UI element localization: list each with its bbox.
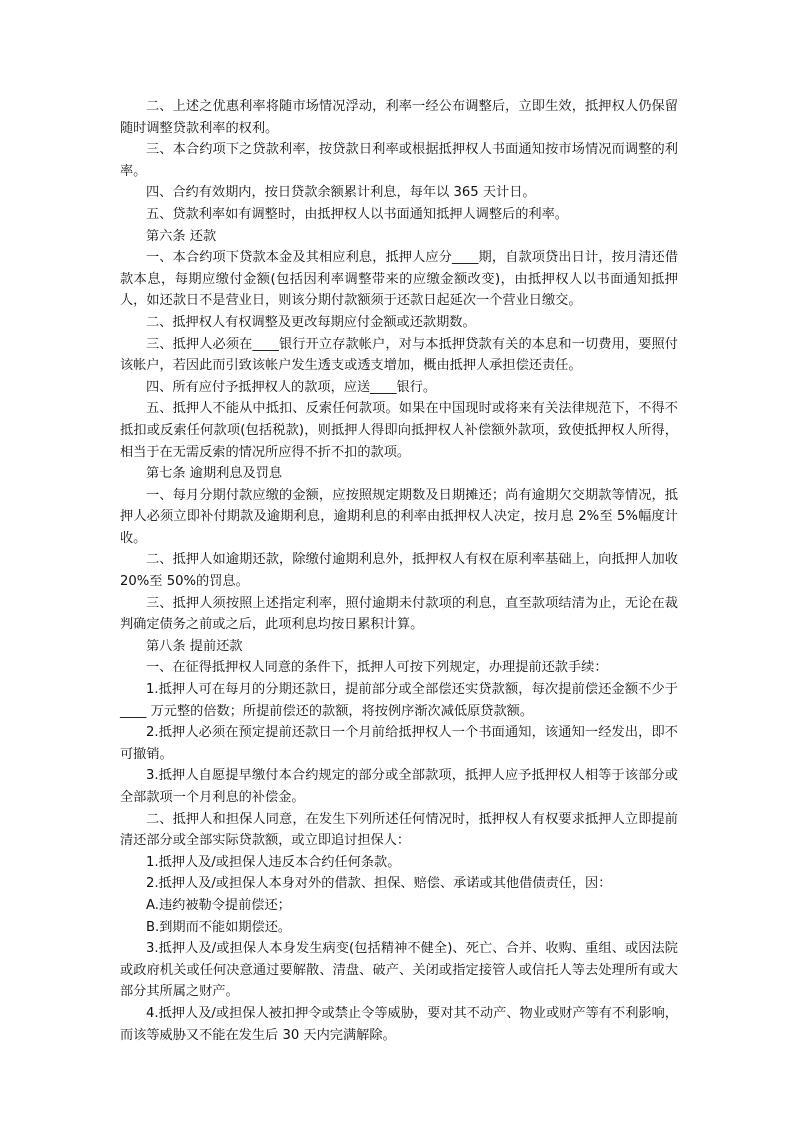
list-item: 3.抵押人自愿提早缴付本合约规定的部分或全部款项，抵押人应予抵押权人相等于该部分或全部款项一个月利息的补偿金。 (120, 768, 678, 805)
paragraph: 二、抵押人如逾期还款，除缴付逾期利息外，抵押权人有权在原利率基础上，向抵押人加收 20%至 50%的罚息。 (120, 552, 678, 590)
paragraph: 三、抵押人须按照上述指定利率，照付逾期未付款项的利息，直至款项结清为止，无论在裁判确定债务之前或之后，此项利息均按日累积计算。 (120, 595, 678, 633)
paragraph: 一、本合约项下贷款本金及其相应利息，抵押人应分____期，自款项贷出日计，按月清还借款本息，每期应缴付金额(包括因利率调整带来的应缴金额改变)，由抵押权人以书面通知抵押人，如还款日不是营业日，则该分期付款额须于还款日起延次一个营业日缴交。 (120, 250, 678, 309)
paragraph: 一、每月分期付款应缴的金额，应按照规定期数及日期摊还；尚有逾期欠交期款等情况，抵押人必须立即补付期款及逾期利息，逾期利息的利率由抵押权人决定，按月息 2%至 5%幅度计收。 (120, 487, 678, 546)
paragraph: 三、本合约项下之贷款利率，按贷款日利率或根据抵押权人书面通知按市场情况而调整的利率。 (120, 142, 678, 179)
section-heading: 第七条 逾期利息及罚息 (146, 466, 283, 482)
paragraph: 三、抵押人必须在____银行开立存款帐户，对与本抵押贷款有关的本息和一切费用，要照付该帐户，若因此而引致该帐户发生透支或透支增加，概由抵押人承担偿还责任。 (120, 336, 678, 374)
paragraph: 二、上述之优惠利率将随市场情况浮动，利率一经公布调整后，立即生效，抵押权人仍保留随时调整贷款利率的权利。 (120, 99, 678, 136)
document-body (120, 96, 678, 1046)
paragraph: 二、抵押权人有权调整及更改每期应付金额或还款期数。 (146, 314, 476, 330)
section-heading: 第六条 还款 (146, 228, 217, 244)
list-item: A.违约被勒令提前偿还； (146, 897, 291, 913)
paragraph: 四、所有应付予抵押权人的款项，应送____银行。 (146, 379, 437, 395)
list-item: 4.抵押人及/或担保人被扣押令或禁止令等威胁，要对其不动产、物业或财产等有不利影响，而该等威胁又不能在发生后 30 天内完满解除。 (120, 1005, 678, 1043)
paragraph: 二、抵押人和担保人同意，在发生下列所述任何情况时，抵押权人有权要求抵押人立即提前清还部分或全部实际贷款额，或立即追讨担保人： (120, 811, 678, 849)
paragraph: 五、贷款利率如有调整时，由抵押权人以书面通知抵押人调整后的利率。 (146, 206, 568, 222)
list-item: 3.抵押人及/或担保人本身发生病变(包括精神不健全)、死亡、合并、收购、重组、或因法院或政府机关或任何决意通过要解散、清盘、破产、关闭或指定接管人或信托人等去处理所有或大部分其所属之财产。 (120, 941, 678, 1000)
paragraph: 四、合约有效期内，按日贷款余额累计利息，每年以 365 天计日。 (146, 185, 536, 201)
list-item: B.到期而不能如期偿还。 (146, 919, 292, 935)
paragraph: 五、抵押人不能从中抵扣、反索任何款项。如果在中国现时或将来有关法律规范下，不得不抵扣或反索任何款项(包括税款)，则抵押人得即向抵押权人补偿额外款项，致使抵押权人所得，相当于在无需反索的情况所应得不折不扣的款项。 (120, 401, 678, 460)
paragraph: 一、在征得抵押权人同意的条件下，抵押人可按下列规定，办理提前还款手续： (146, 660, 608, 676)
list-item: 1.抵押人及/或担保人违反本合约任何条款。 (146, 854, 401, 870)
list-item: 2.抵押人必须在预定提前还款日一个月前给抵押权人一个书面通知，该通知一经发出，即不可撤销。 (120, 725, 678, 762)
section-heading: 第八条 提前还款 (146, 638, 243, 654)
list-item: 2.抵押人及/或担保人本身对外的借款、担保、赔偿、承诺或其他借债责任，因： (146, 876, 612, 892)
list-item: 1.抵押人可在每月的分期还款日，提前部分或全部偿还实贷款额，每次提前偿还金额不少于____ 万元整的倍数；所提前偿还的款额，将按例序渐次减低原贷款额。 (120, 682, 678, 719)
